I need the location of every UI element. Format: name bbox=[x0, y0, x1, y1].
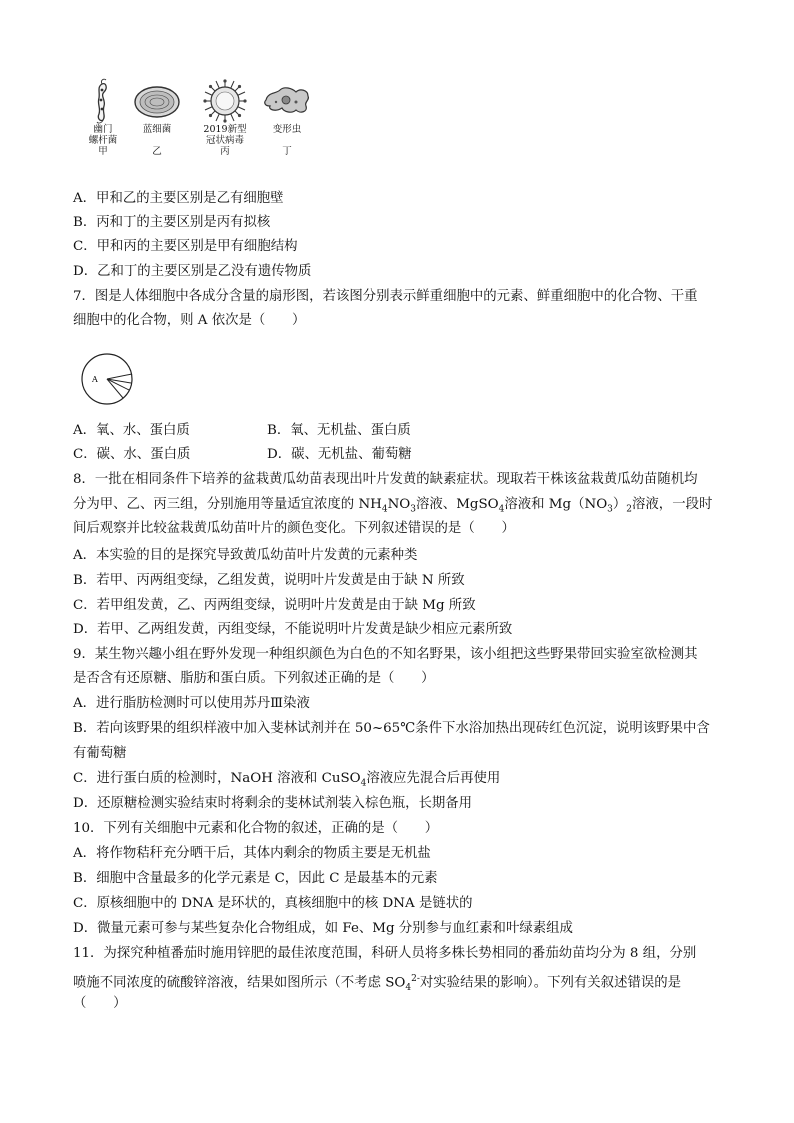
q8-stem-line1: 8．一批在相同条件下培养的盆栽黄瓜幼苗表现出叶片发黄的缺素症状。现取若干株该盆栽黄瓜幼苗随机均 bbox=[73, 472, 698, 487]
organism-name: 变形虫 bbox=[272, 124, 302, 135]
q10-option-c: C．原核细胞中的 DNA 是环状的，真核细胞中的核 DNA 是链状的 bbox=[73, 896, 473, 911]
organism-h-pylori bbox=[84, 78, 122, 157]
organism-cyanobacteria bbox=[130, 78, 184, 157]
q7-option-b: B．氧、无机盐、蛋白质 bbox=[267, 423, 411, 438]
organism-label: 甲 bbox=[98, 146, 108, 157]
q6-option-b: B．丙和丁的主要区别是丙有拟核 bbox=[73, 215, 271, 230]
q9-stem-line1: 9．某生物兴趣小组在野外发现一种组织颜色为白色的不知名野果，该小组把这些野果带回实验室欲检测其 bbox=[73, 647, 698, 662]
q6-option-c: C．甲和丙的主要区别是甲有细胞结构 bbox=[73, 239, 298, 254]
q10-stem: 10．下列有关细胞中元素和化合物的叙述，正确的是（ ） bbox=[73, 821, 439, 836]
organism-label: 丁 bbox=[282, 146, 292, 157]
q9-option-b-line1: B．若向该野果的组织样液中加入斐林试剂并在 50~65℃条件下水浴加热出现砖红色沉淀，说明该野果中含 bbox=[73, 721, 710, 736]
q10-option-a: A．将作物秸秆充分晒干后，其体内剩余的物质主要是无机盐 bbox=[73, 846, 431, 861]
q8-stem-line3: 间后观察并比较盆栽黄瓜幼苗叶片的颜色变化。下列叙述错误的是（ ） bbox=[73, 521, 515, 536]
organism-name: 蓝细菌 bbox=[142, 124, 172, 135]
q10-option-b: B．细胞中含量最多的化学元素是 C，因此 C 是最基本的元素 bbox=[73, 871, 438, 886]
q11-stem-line1: 11．为探究种植番茄时施用锌肥的最佳浓度范围，科研人员将多株长势相同的番茄幼苗均分为 8 组，分别 bbox=[73, 946, 697, 961]
q8-stem-line2: 分为甲、乙、丙三组，分别施用等量适宜浓度的 $NH_4NO_3$溶液、MgSO$_4$溶液和 $Mg(NO_3)_2$溶液，一段时 bbox=[73, 497, 713, 515]
q7-pie-chart bbox=[79, 352, 143, 410]
pie-label-a: A bbox=[92, 375, 98, 384]
q7-stem-line1: 7．图是人体细胞中各成分含量的扇形图，若该图分别表示鲜重细胞中的元素、鲜重细胞中的化合物、干重 bbox=[73, 289, 698, 304]
q6-option-d: D．乙和丁的主要区别是乙没有遗传物质 bbox=[73, 264, 312, 279]
q7-option-d: D．碳、无机盐、葡萄糖 bbox=[267, 447, 412, 462]
q7-option-c: C．碳、水、蛋白质 bbox=[73, 447, 191, 462]
q9-stem-line2: 是否含有还原糖、脂肪和蛋白质。下列叙述正确的是（ ） bbox=[73, 671, 435, 686]
organism-amoeba bbox=[260, 78, 314, 157]
q7-stem-line2: 细胞中的化合物，则 A 依次是（ ） bbox=[73, 313, 306, 328]
organism-figure bbox=[84, 78, 314, 170]
coronavirus-drawing-icon bbox=[202, 78, 248, 124]
q7-option-a: A．氧、水、蛋白质 bbox=[73, 423, 190, 438]
organism-name: 2019新型 冠状病毒 bbox=[203, 124, 247, 146]
q11-stem-line3: （ ） bbox=[73, 996, 127, 1011]
cyanobacteria-drawing-icon bbox=[132, 78, 182, 124]
q9-option-a: A．进行脂肪检测时可以使用苏丹Ⅲ染液 bbox=[73, 696, 310, 711]
q11-stem-line2: 喷施不同浓度的硫酸锌溶液，结果如图所示（不考虑 $SO_4^{2-}$对实验结果的影响）。下列有关叙述错误的是 bbox=[73, 974, 682, 994]
q9-option-b-line2: 有葡萄糖 bbox=[73, 746, 127, 761]
q8-option-c: C．若甲组发黄，乙、丙两组变绿，说明叶片发黄是由于缺 Mg 所致 bbox=[73, 598, 476, 613]
q6-option-a: A．甲和乙的主要区别是乙有细胞壁 bbox=[73, 191, 284, 206]
q8-option-b: B．若甲、丙两组变绿，乙组发黄，说明叶片发黄是由于缺 N 所致 bbox=[73, 573, 465, 588]
q10-option-d: D．微量元素可参与某些复杂化合物组成，如 Fe、Mg 分别参与血红素和叶绿素组成 bbox=[73, 921, 573, 936]
q9-option-d: D．还原糖检测实验结束时将剩余的斐林试剂装入棕色瓶，长期备用 bbox=[73, 796, 473, 811]
organism-coronavirus bbox=[194, 78, 256, 157]
q8-option-a: A．本实验的目的是探究导致黄瓜幼苗叶片发黄的元素种类 bbox=[73, 548, 418, 563]
q9-option-c: C．进行蛋白质的检测时，NaOH 溶液和 CuSO$_4$溶液应先混合后再使用 bbox=[73, 771, 501, 789]
amoeba-drawing-icon bbox=[262, 78, 312, 124]
organism-label: 丙 bbox=[220, 146, 230, 157]
organism-name: 幽门 螺杆菌 bbox=[88, 124, 118, 146]
h-pylori-drawing-icon bbox=[88, 78, 118, 124]
q8-option-d: D．若甲、乙两组发黄，丙组变绿，不能说明叶片发黄是缺少相应元素所致 bbox=[73, 622, 513, 637]
organism-label: 乙 bbox=[152, 146, 162, 157]
